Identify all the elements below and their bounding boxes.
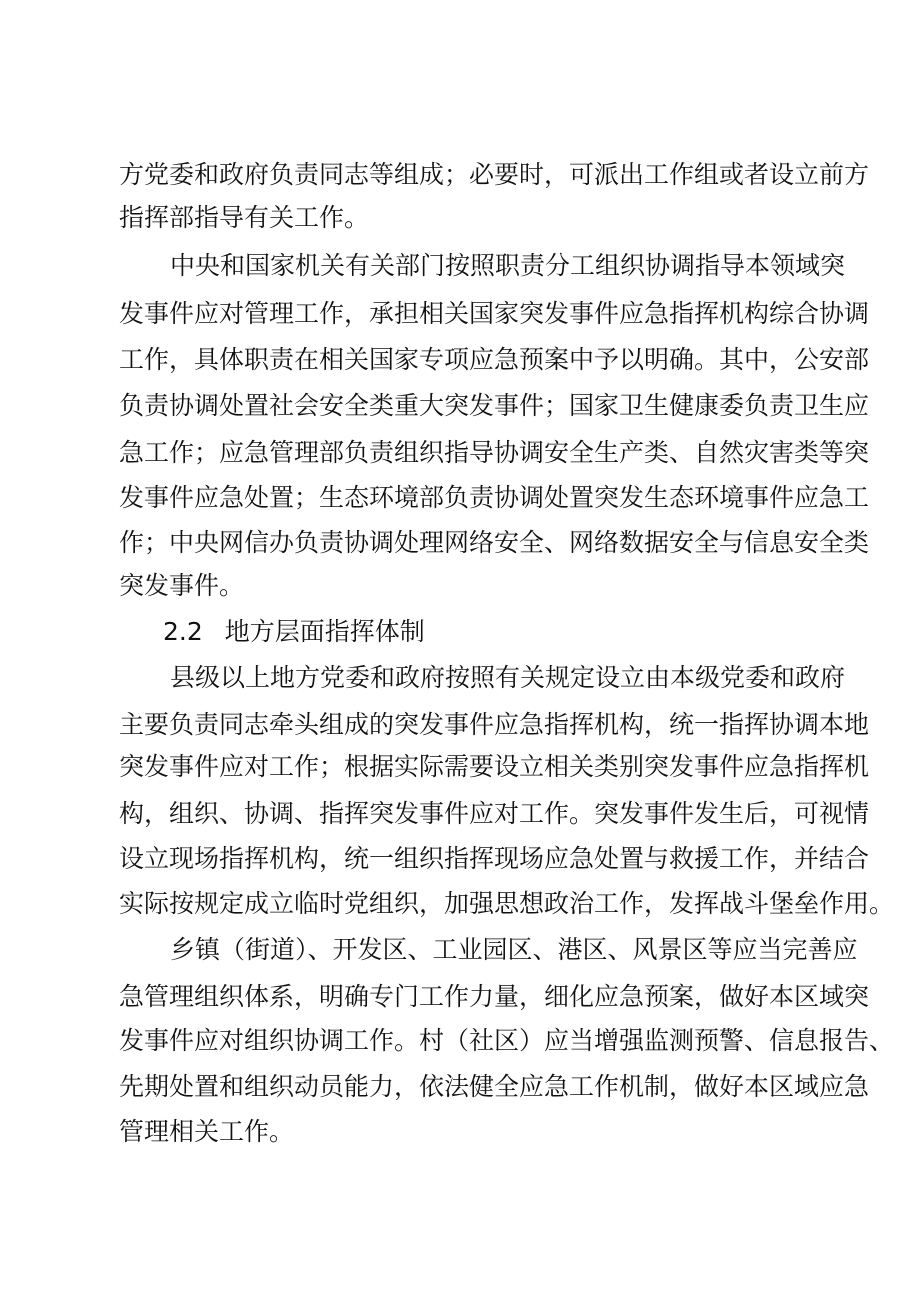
paragraph-line: 先期处置和组织动员能力，依法健全应急工作机制，做好本区域应急 <box>119 1072 870 1101</box>
paragraph-line: 发事件应对组织协调工作。村（社区）应当增强监测预警、信息报告、 <box>119 1026 895 1055</box>
paragraph-line: 实际按规定成立临时党组织，加强思想政治工作，发挥战斗堡垒作用。 <box>119 889 895 918</box>
section-title: 地方层面指挥体制 <box>224 617 425 646</box>
section-heading <box>163 608 912 656</box>
paragraph-line: 构，组织、协调、指挥突发事件应对工作。突发事件发生后，可视情 <box>119 799 870 828</box>
section-number: 2.2 <box>163 617 203 646</box>
paragraph-line: 发事件应急处置；生态环境部负责协调处置突发生态环境事件应急工 <box>119 483 870 512</box>
paragraph-line: 急工作；应急管理部负责组织指导协调安全生产类、自然灾害类等突 <box>119 438 870 467</box>
paragraph-line: 急管理组织体系，明确专门工作力量，细化应急预案，做好本区域突 <box>119 982 870 1011</box>
paragraph-line: 方党委和政府负责同志等组成；必要时，可派出工作组或者设立前方 <box>119 160 870 189</box>
paragraph-line: 县级以上地方党委和政府按照有关规定设立由本级党委和政府 <box>170 663 846 692</box>
paragraph-line: 中央和国家机关有关部门按照职责分工组织协调指导本领域突 <box>170 251 846 280</box>
paragraph-line: 突发事件应对工作；根据实际需要设立相关类别突发事件应急指挥机 <box>119 752 870 781</box>
paragraph-line: 工作，具体职责在相关国家专项应急预案中予以明确。其中，公安部 <box>119 345 870 374</box>
paragraph-line: 发事件应对管理工作，承担相关国家突发事件应急指挥机构综合协调 <box>119 299 870 328</box>
paragraph-line: 设立现场指挥机构，统一组织指挥现场应急处置与救援工作，并结合 <box>119 844 870 873</box>
paragraph-line: 管理相关工作。 <box>119 1117 295 1146</box>
paragraph-line: 乡镇（街道）、开发区、工业园区、港区、风景区等应当完善应 <box>170 935 858 964</box>
paragraph-line: 指挥部指导有关工作。 <box>119 203 370 232</box>
paragraph-line: 突发事件。 <box>119 571 245 600</box>
paragraph-line: 作；中央网信办负责协调处理网络安全、网络数据安全与信息安全类 <box>119 528 870 557</box>
paragraph-line: 主要负责同志牵头组成的突发事件应急指挥机构，统一指挥协调本地 <box>119 710 870 739</box>
paragraph-line: 负责协调处置社会安全类重大突发事件；国家卫生健康委负责卫生应 <box>119 391 870 420</box>
